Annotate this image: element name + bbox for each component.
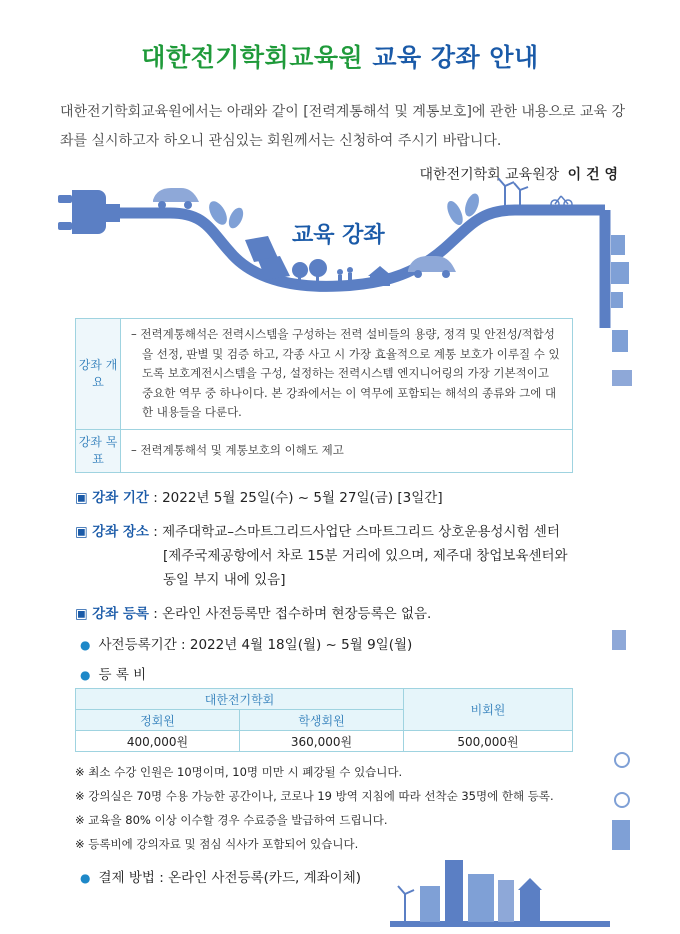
fee-nonmember-value: 500,000원	[404, 731, 573, 752]
signature-name: 이 건 영	[567, 167, 618, 183]
label-colon: :	[153, 490, 163, 506]
label-colon: :	[153, 524, 163, 540]
label-colon: :	[153, 606, 163, 622]
period-value: 2022년 5월 25일(수) ~ 5월 27일(금) [3일간]	[162, 490, 443, 506]
city-icon	[611, 235, 629, 308]
fee-student-value: 360,000원	[240, 731, 404, 752]
registration-period	[80, 633, 412, 653]
period-section	[75, 486, 443, 506]
registration-value: 온라인 사전등록만 접수하며 현장등록은 없음.	[162, 606, 432, 622]
goal-row	[76, 429, 573, 472]
payment-method	[80, 866, 361, 886]
note-item: ※ 최소 수강 인원은 10명이며, 10명 미만 시 폐강될 수 있습니다.	[75, 765, 403, 779]
registration-section	[75, 602, 431, 622]
fee-regular-header: 정회원	[76, 710, 240, 731]
overview-item: – 전력계통해석은 전력시스템을 구성하는 전력 설비들의 용량, 정격 및 안전성/적합성을 선정, 판별 및 검증 하고, 각종 사고 시 가장 효율적으로 계통 보호가 이루질 수 있도록 보호계전시스템을 구성, 설정하는 전력시스템 엔지니어링의 가장 기본적이고 중요한 역무 중 하나이다. 본 강좌에서는 이 역무에 포함되는 해석의 종류와 그에 대한 내용들을 다룬다.	[131, 327, 560, 419]
note-item: ※ 등록비에 강의자료 및 점심 식사가 포함되어 있습니다.	[75, 837, 359, 851]
fee-table	[75, 688, 573, 752]
fee-regular-value: 400,000원	[76, 731, 240, 752]
fee-nonmember-header: 비회원	[404, 689, 573, 731]
place-note-1: [제주국제공항에서 차로 15분 거리에 있으며, 제주대 창업보육센터와	[163, 548, 568, 564]
fee-heading-text: 등 록 비	[98, 667, 147, 683]
page-title	[0, 38, 680, 74]
ev-car-icon	[408, 256, 456, 278]
square-bullet-icon: ▣	[75, 524, 88, 540]
fee-student-header: 학생회원	[240, 710, 404, 731]
plug-icon	[58, 190, 120, 234]
period-label: 강좌 기간	[92, 490, 149, 506]
car-icon	[153, 188, 199, 209]
overview-text	[121, 319, 573, 430]
dot-bullet-icon: ●	[80, 668, 91, 682]
title-org: 대한전기학회교육원	[141, 43, 364, 72]
wind-turbine-icon	[498, 178, 528, 208]
fee-group-header: 대한전기학회	[76, 689, 404, 710]
dot-bullet-icon: ●	[80, 638, 91, 652]
fee-heading	[80, 663, 146, 683]
goal-label: 강좌 목표	[76, 429, 121, 472]
dot-bullet-icon: ●	[80, 871, 91, 885]
overview-row	[76, 319, 573, 430]
note-item: ※ 강의실은 70명 수용 가능한 공간이나, 코로나 19 방역 지침에 따라 선착순 35명에 한해 등록.	[75, 789, 554, 803]
place-label: 강좌 장소	[92, 524, 149, 540]
note-item: ※ 교육을 80% 이상 이수할 경우 수료증을 발급하여 드립니다.	[75, 813, 388, 827]
place-note-2: 동일 부지 내에 있음]	[163, 572, 286, 588]
banner-title: 교육 강좌	[292, 223, 385, 248]
city-skyline-decoration	[610, 330, 640, 930]
energy-banner-illustration	[0, 178, 680, 328]
place-section	[75, 520, 560, 540]
intro-paragraph: 대한전기학회교육원에서는 아래와 같이 [전력계통해석 및 계통보호]에 관한 내용으로 교육 강좌를 실시하고자 하오니 관심있는 회원께서는 신청하여 주시기 바랍니다.	[60, 104, 625, 149]
square-bullet-icon: ▣	[75, 606, 88, 622]
bottom-skyline-decoration	[390, 850, 610, 930]
title-course: 교육 강좌 안내	[372, 43, 539, 72]
course-overview-table	[75, 318, 573, 473]
registration-period-text: 사전등록기간 : 2022년 4월 18일(월) ~ 5월 9일(월)	[98, 637, 413, 653]
overview-label: 강좌 개요	[76, 319, 121, 430]
goal-text: – 전력계통해석 및 계통보호의 이해도 제고	[121, 429, 573, 472]
registration-label: 강좌 등록	[92, 606, 149, 622]
signature-role: 대한전기학회 교육원장	[419, 167, 560, 183]
payment-text: 결제 방법 : 온라인 사전등록(카드, 계좌이체)	[98, 870, 362, 886]
square-bullet-icon: ▣	[75, 490, 88, 506]
place-value: 제주대학교–스마트그리드사업단 스마트그리드 상호운용성시험 센터	[162, 524, 560, 540]
